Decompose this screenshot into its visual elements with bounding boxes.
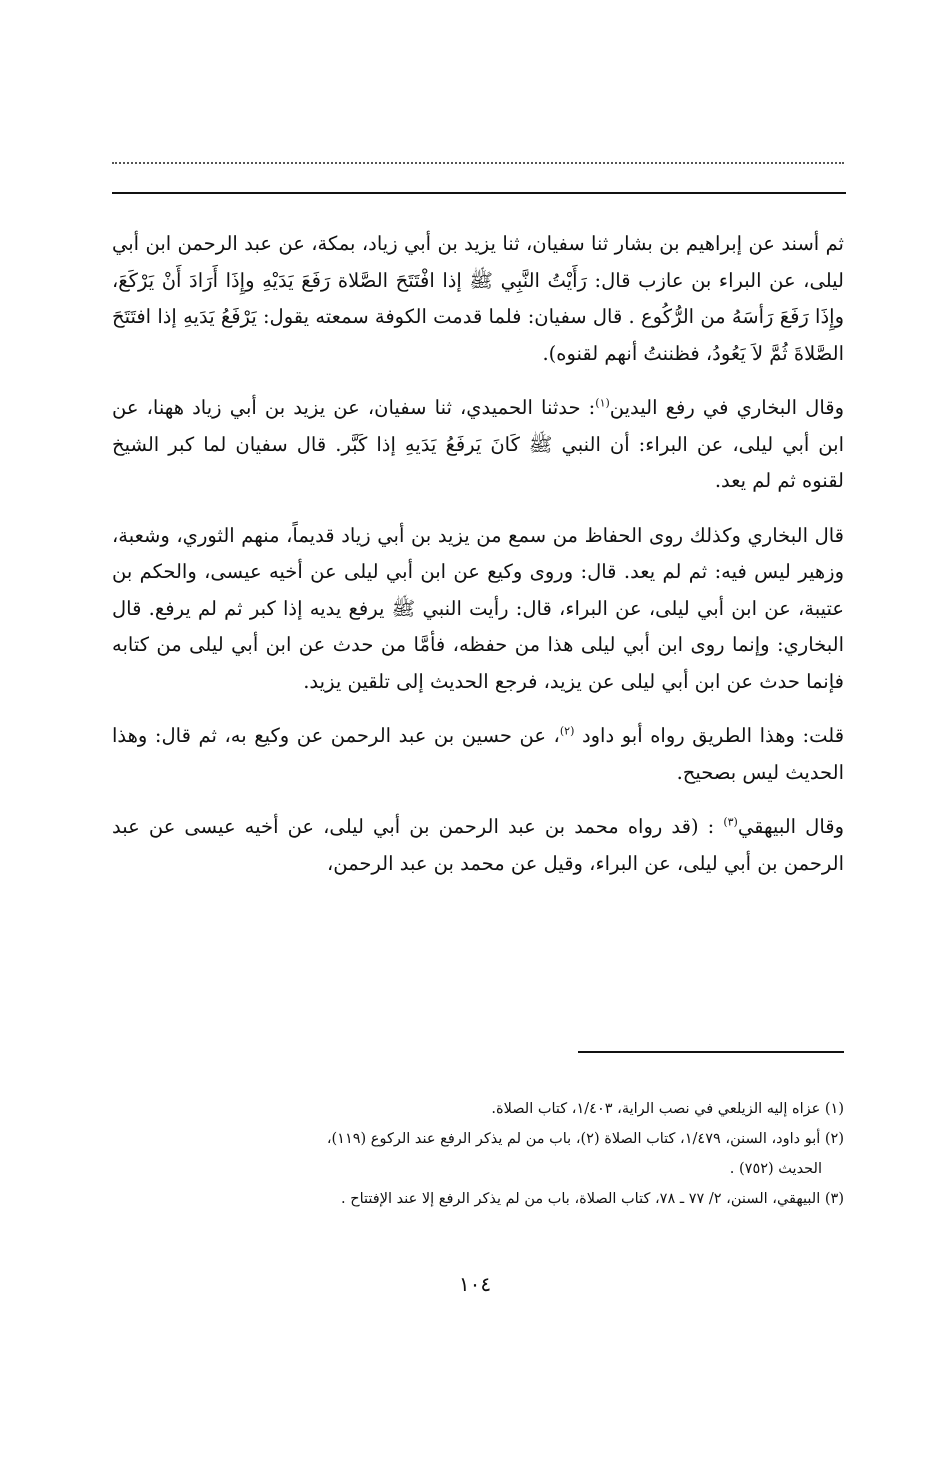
footnote-1: (١) عزاه إليه الزيلعي في نصب الراية، ١/٤٠٣، كتاب الصلاة. <box>491 1101 844 1117</box>
footnote-separator <box>578 1051 844 1053</box>
header-rule <box>112 192 846 194</box>
footnote-2: (٢) أبو داود، السنن، ١/٤٧٩، كتاب الصلاة (٢)، باب من لم يذكر الرفع عند الركوع (١١٩)، <box>326 1131 844 1147</box>
paragraph-2: وقال البخاري في رفع اليدين$^{(١)}$: حدثنا الحميدي، ثنا سفيان، عن يزيد بن أبي زياد ههنا، عن ابن أبي ليلى، عن البراء: أن النبي ﷺ كَانَ يَرفَعُ يَدَيهِ إذا كَبَّر. قال سفيان لما كبر الشيخ لقنوه ثم لم يعد. <box>112 396 844 492</box>
paragraph-5-rest: : (قد رواه محمد بن عبد الرحمن بن أبي ليلى، عن أخيه عيسى عن عبد الرحمن بن أبي ليلى، عن البراء، وقيل عن محمد بن عبد الرحمن، <box>112 815 844 875</box>
main-text <box>112 226 844 900</box>
footnote-marker-2: (٢) <box>559 724 575 738</box>
dotted-header-rule <box>112 162 844 164</box>
footnote-marker-3: (٣) <box>723 815 738 829</box>
paragraph-2-rest: حدثنا الحميدي، ثنا سفيان، عن يزيد بن أبي زياد ههنا، عن ابن أبي ليلى، عن البراء: أن النبي ﷺ كَانَ يَرفَعُ يَدَيهِ إذا كَبَّر. قال سفيان لما كبر الشيخ لقنوه ثم لم يعد. <box>112 396 844 492</box>
footnotes <box>112 1094 844 1214</box>
footnote-3: (٣) البيهقي، السنن، ٢/ ٧٧ ـ ٧٨، كتاب الصلاة، باب من لم يذكر الرفع إلا عند الإفتتاح . <box>341 1191 844 1207</box>
paragraph-1: ثم أسند عن إبراهيم بن بشار ثنا سفيان، ثنا يزيد بن أبي زياد، بمكة، عن عبد الرحمن ابن أبي ليلى، عن البراء بن عازب قال: رَأَيْتُ النَّبِي ﷺ إذا افْتَتَحَ الصَّلاة رَفَعَ يَدَيْهِ وإِذَا أَرَادَ أَنْ يَرْكَعَ، وإِذَا رَفَعَ رَأسَهُ من الرُّكُوع . قال سفيان: فلما قدمت الكوفة سمعته يقول: يَرْفَعُ يَدَيهِ إذا افتَتَحَ الصَّلاةَ ثُمَّ لاَ يَعُودُ، فظننتُ أنهم لقنوه). <box>112 232 844 365</box>
footnote-2-continued: الحديث (٧٥٢) . <box>729 1161 822 1177</box>
page-number: ١٠٤ <box>458 1272 492 1296</box>
footnote-marker-1: (١) <box>595 396 610 410</box>
paragraph-4 <box>112 718 844 791</box>
paragraph-3: قال البخاري وكذلك روى الحفاظ من سمع من يزيد بن أبي زياد قديماً، منهم الثوري، وشعبة، وزهير ليس فيه: ثم لم يعد. قال: وروى وكيع عن ابن أبي ليلى عن أخيه عيسى، والحكم بن عتيبة، عن ابن أبي ليلى، عن البراء، قال: رأيت النبي ﷺ يرفع يديه إذا كبر ثم لم يرفع. قال البخاري: وإنما روى ابن أبي ليلى هذا من حفظه، فأمَّا من حدث عن ابن أبي ليلى من كتابه فإنما حدث عن ابن أبي ليلى عن يزيد، فرجع الحديث إلى تلقين يزيد. <box>112 523 844 693</box>
paragraph-5-start: وقال البيهقي <box>737 815 844 838</box>
paragraph-4-start: قلت: وهذا الطريق رواه أبو داود <box>581 724 845 747</box>
paragraph-2-start: وقال البخاري في رفع اليدين <box>609 396 844 419</box>
paragraph-5 <box>112 809 844 882</box>
paragraph-4-rest: ، عن حسين بن عبد الرحمن عن وكيع به، ثم قال: وهذا الحديث ليس بصحيح. <box>112 724 844 784</box>
